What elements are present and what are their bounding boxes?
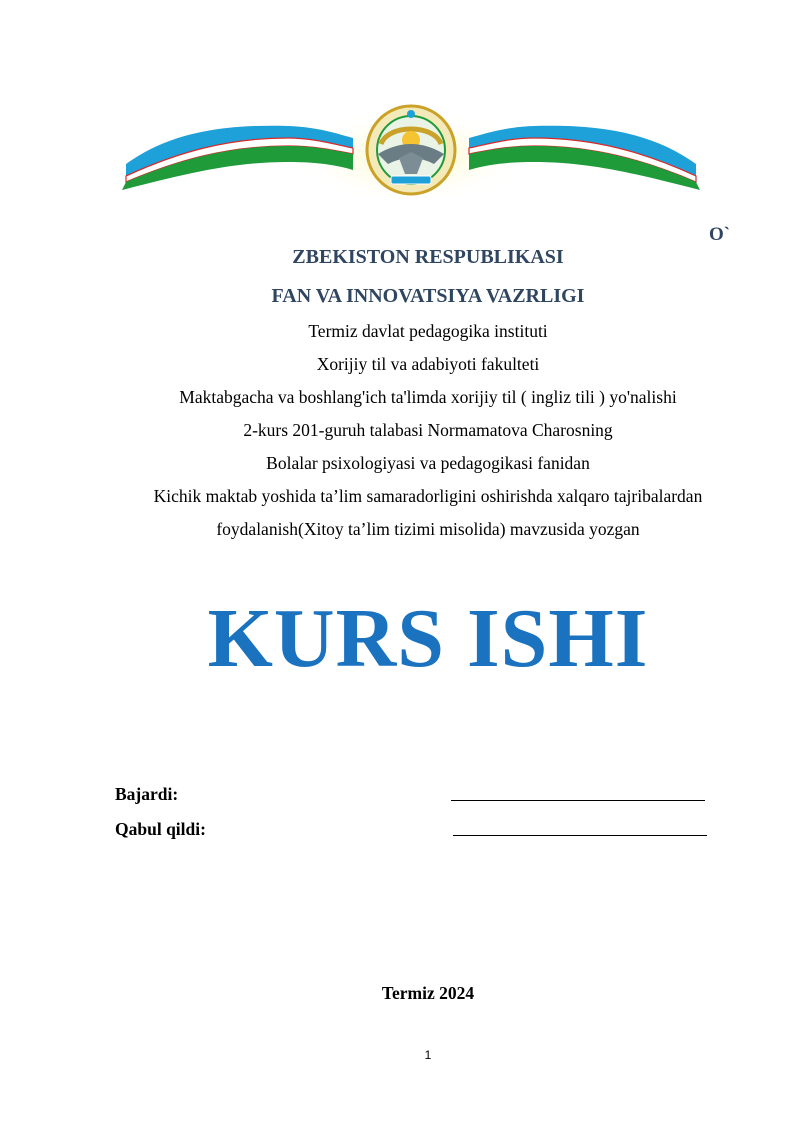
student-line: 2-kurs 201-guruh talabasi Normamatova Charosning	[243, 420, 613, 440]
topic-line-2: foydalanish(Xitoy ta’lim tizimi misolida) mavzusida yozgan	[216, 519, 640, 539]
coat-of-arms-banner	[118, 104, 704, 200]
republic-title: ZBEKISTON RESPUBLIKASI	[292, 246, 564, 268]
topic-line-1: Kichik maktab yoshida ta’lim samaradorligini oshirishda xalqaro tajribalardan	[153, 486, 703, 506]
direction-line: Maktabgacha va boshlang'ich ta'limda xorijiy til ( ingliz tili ) yo'nalishi	[179, 387, 677, 407]
main-title: KURS ISHI	[207, 592, 649, 685]
subject-line: Bolalar psixologiyasi va pedagogikasi fanidan	[266, 453, 590, 473]
performed-by-label: Bajardi:	[115, 784, 179, 804]
ministry-title: FAN VA INNOVATSIYA VAZRLIGI	[271, 285, 585, 307]
page-number: 1	[424, 1048, 432, 1062]
accepted-by-signature-line	[453, 835, 707, 836]
institute-line: Termiz davlat pedagogika instituti	[308, 321, 548, 341]
city-year: Termiz 2024	[381, 983, 475, 1003]
accepted-by-label: Qabul qildi:	[115, 819, 206, 839]
faculty-line: Xorijiy til va adabiyoti fakulteti	[316, 354, 540, 374]
corner-letter: O`	[709, 224, 731, 245]
performed-by-signature-line	[451, 800, 705, 801]
